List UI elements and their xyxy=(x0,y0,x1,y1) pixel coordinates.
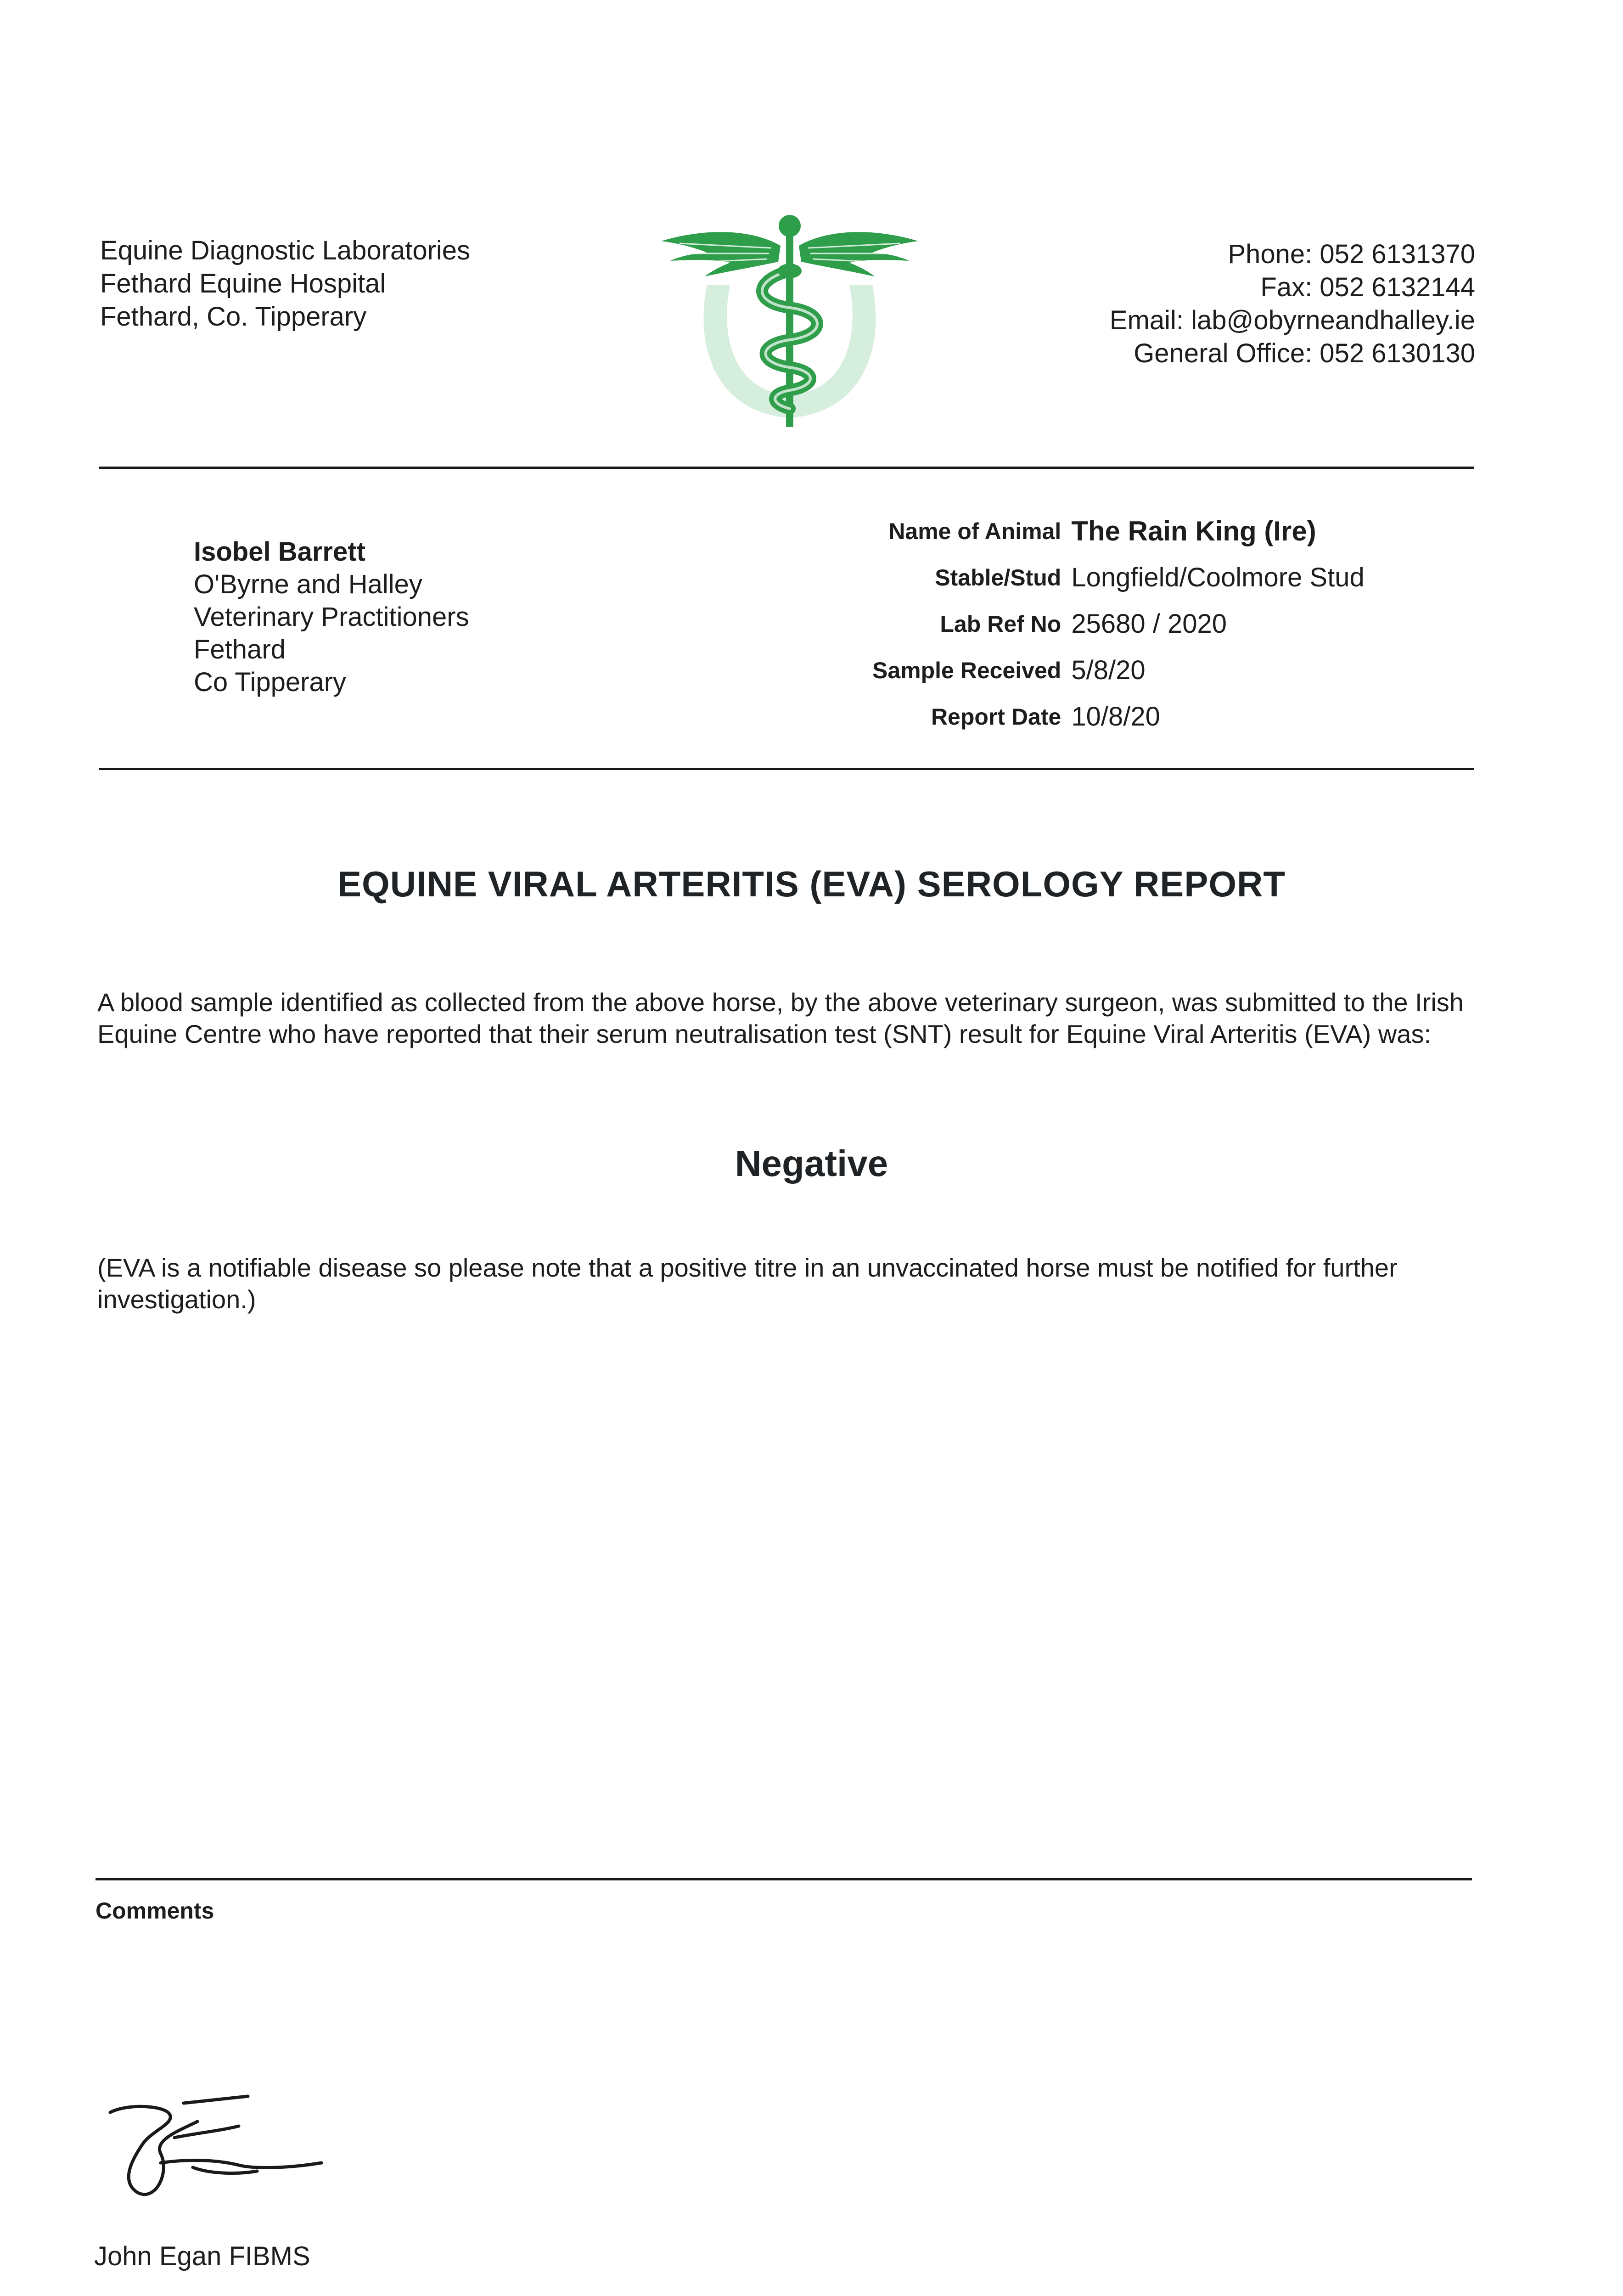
sample-received-date: 5/8/20 xyxy=(1071,655,1146,685)
lab-address xyxy=(100,234,470,333)
lab-hospital: Fethard Equine Hospital xyxy=(100,269,386,298)
details-divider xyxy=(99,768,1474,770)
detail-row xyxy=(872,554,1365,601)
detail-label: Sample Received xyxy=(872,657,1061,683)
email-address: Email: lab@obyrneandhalley.ie xyxy=(1109,305,1475,335)
report-title: EQUINE VIRAL ARTERITIS (EVA) SEROLOGY REPORT xyxy=(337,864,1286,904)
lab-town: Fethard, Co. Tipperary xyxy=(100,302,367,332)
addressee-town: Fethard xyxy=(194,635,286,664)
animal-details xyxy=(872,508,1365,740)
notifiable-note: (EVA is a notifiable disease so please note that a positive titre in an unvaccinated horse must be notified for further investigation.) xyxy=(97,1253,1398,1314)
general-office-number: General Office: 052 6130130 xyxy=(1134,338,1475,368)
header-divider xyxy=(99,467,1474,469)
lab-ref-no: 25680 / 2020 xyxy=(1071,609,1227,639)
detail-label: Lab Ref No xyxy=(940,611,1061,637)
fax-number: Fax: 052 6132144 xyxy=(1260,272,1475,302)
detail-label: Report Date xyxy=(931,703,1061,730)
report-body: A blood sample identified as collected from the above horse, by the above veterinary surgeon, was submitted to the Irish Equine Centre who have reported that their serum neutralisation test (SNT) result for Equine Viral Arteritis (EVA) was: xyxy=(97,988,1464,1048)
signature-image xyxy=(101,2094,340,2213)
contact-block xyxy=(1110,238,1475,370)
animal-name: The Rain King (Ire) xyxy=(1071,516,1316,546)
detail-row xyxy=(872,647,1365,693)
report-date: 10/8/20 xyxy=(1071,702,1160,732)
detail-row xyxy=(872,601,1365,647)
detail-row xyxy=(872,508,1365,554)
comments-label: Comments xyxy=(95,1898,214,1924)
addressee-practice: O'Byrne and Halley xyxy=(194,569,422,599)
detail-label: Stable/Stud xyxy=(935,564,1061,591)
detail-label: Name of Animal xyxy=(888,518,1061,544)
caduceus-horseshoe-icon xyxy=(652,202,927,441)
addressee xyxy=(194,535,469,698)
test-result: Negative xyxy=(735,1143,888,1184)
addressee-county: Co Tipperary xyxy=(194,667,347,697)
phone-number: Phone: 052 6131370 xyxy=(1228,239,1475,269)
addressee-role: Veterinary Practitioners xyxy=(194,602,469,632)
lab-name: Equine Diagnostic Laboratories xyxy=(100,236,471,265)
comments-divider xyxy=(95,1878,1472,1880)
addressee-name: Isobel Barrett xyxy=(194,537,365,567)
signatory-name: John Egan FIBMS xyxy=(94,2241,310,2271)
detail-row xyxy=(872,693,1365,740)
stable-stud: Longfield/Coolmore Stud xyxy=(1071,563,1365,592)
